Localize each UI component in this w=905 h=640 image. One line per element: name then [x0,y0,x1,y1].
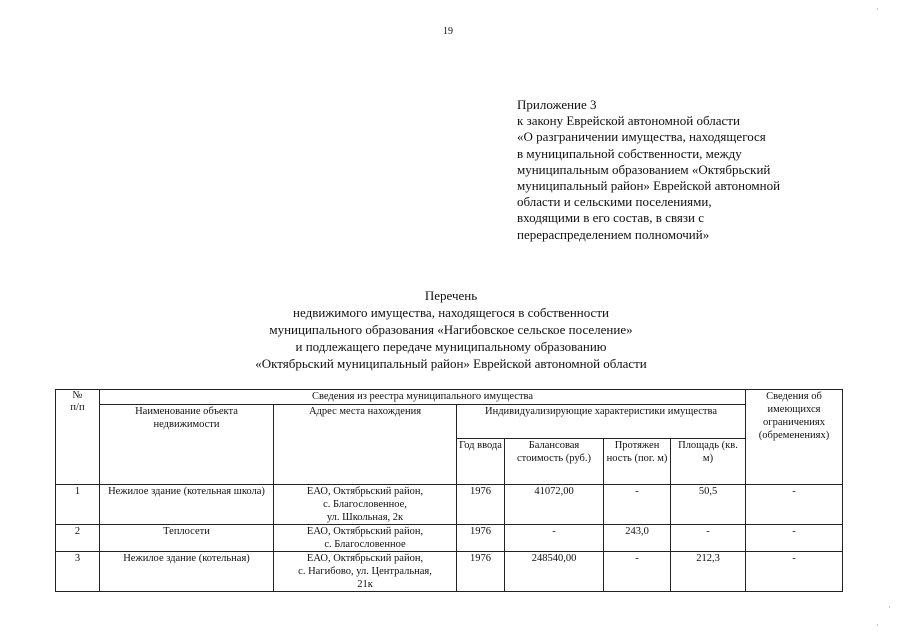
cell-area: 212,3 [671,552,746,592]
scan-mark: · [876,4,879,14]
header-address: Адрес места нахождения [274,405,457,485]
cell-encumbrance: - [746,552,843,592]
cell-address: ЕАО, Октябрьский район, с. Нагибово, ул. Центральная, 21к [274,552,457,592]
title-line: муниципального образования «Нагибовское сельское поселение» [269,322,633,337]
property-table [55,389,843,592]
header-num: № п/п [56,390,100,485]
cell-year: 1976 [457,485,505,525]
title-line: «Октябрьский муниципальный район» Еврейской автономной области [255,356,647,371]
cell-balance-value: - [505,525,604,552]
cell-year: 1976 [457,552,505,592]
appendix-line: области и сельскими поселениями, [517,194,712,210]
cell-area: - [671,525,746,552]
cell-year: 1976 [457,525,505,552]
cell-name: Теплосети [100,525,274,552]
title-line: и подлежащего передаче муниципальному образованию [295,339,607,354]
scan-mark: · [888,602,891,612]
title-line: недвижимого имущества, находящегося в собственности [293,305,609,320]
appendix-line: в муниципальной собственности, между [517,145,742,161]
cell-length: 243,0 [604,525,671,552]
cell-length: - [604,552,671,592]
cell-address: ЕАО, Октябрьский район, с. Благословенное, ул. Школьная, 2к [274,485,457,525]
appendix-line: муниципальный район» Еврейской автономной [517,178,781,194]
header-area: Площадь (кв. м) [671,439,746,485]
header-characteristics: Индивидуализирующие характеристики имущества [457,405,746,439]
appendix-line: Приложение 3 [517,97,597,112]
appendix-line: перераспределением полномочий» [517,226,710,242]
cell-num: 3 [56,552,100,592]
header-encumbrance: Сведения об имеющихся ограничениях (обременениях) [746,390,843,485]
table-row [56,525,843,552]
header-name: Наименование объекта недвижимости [100,405,274,485]
cell-name: Нежилое здание (котельная школа) [100,485,274,525]
cell-balance-value: 41072,00 [505,485,604,525]
page-number: 19 [443,26,453,37]
cell-area: 50,5 [671,485,746,525]
appendix-line: входящими в его состав, в связи с [517,210,705,226]
cell-encumbrance: - [746,485,843,525]
table-row [56,485,843,525]
appendix-line: муниципальным образованием «Октябрьский [517,161,771,177]
table-row [56,552,843,592]
cell-num: 1 [56,485,100,525]
appendix-header [517,97,780,243]
cell-length: - [604,485,671,525]
cell-encumbrance: - [746,525,843,552]
appendix-line: к закону Еврейской автономной области [517,113,740,129]
header-length: Протяжен ность (пог. м) [604,439,671,485]
cell-name: Нежилое здание (котельная) [100,552,274,592]
scan-mark: · [876,620,879,630]
cell-address: ЕАО, Октябрьский район, с. Благословенное [274,525,457,552]
header-year: Год ввода [457,439,505,485]
cell-num: 2 [56,525,100,552]
header-balance-value: Балансовая стоимость (руб.) [505,439,604,485]
cell-balance-value: 248540,00 [505,552,604,592]
appendix-line: «О разграничении имущества, находящегося [517,129,766,145]
title-line: Перечень [424,288,478,303]
document-title [220,287,682,372]
header-registry-info: Сведения из реестра муниципального имущества [100,390,746,405]
